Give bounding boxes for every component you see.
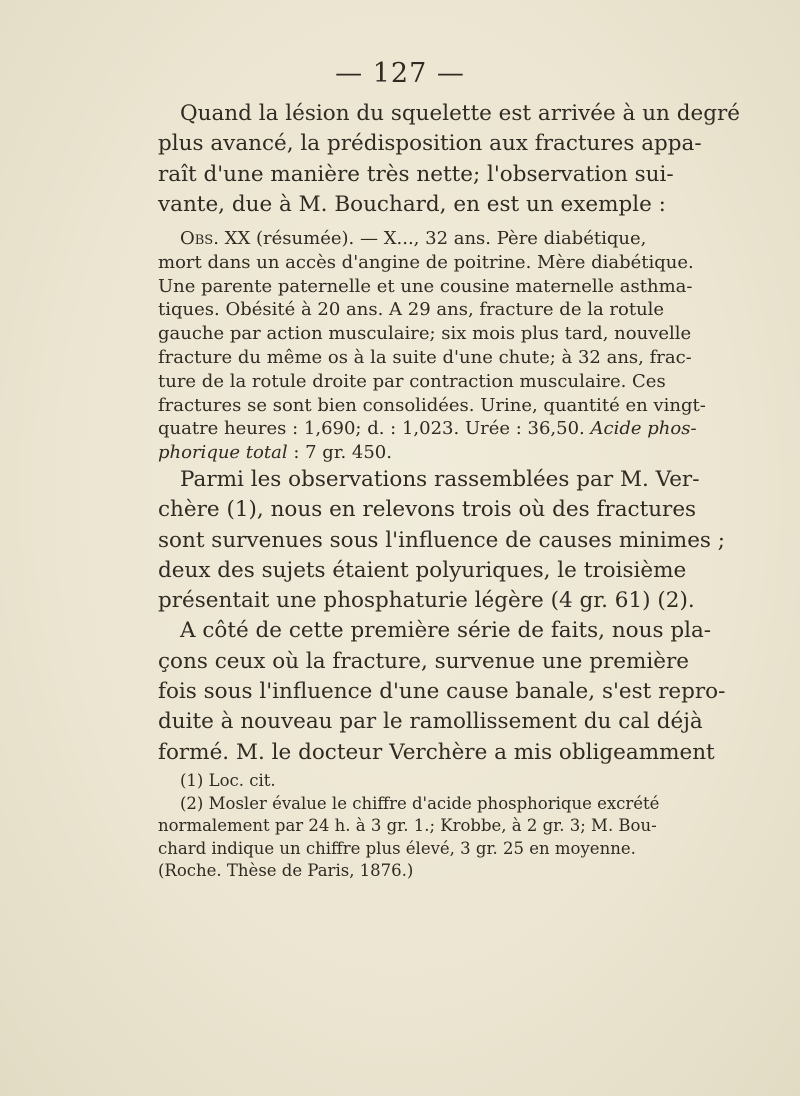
observation-paragraph: [158, 227, 706, 465]
footnote-line: (1) Loc. cit.: [180, 771, 276, 790]
text-line: Quand la lésion du squelette est arrivée à un degré: [180, 101, 740, 126]
text-line: sont survenues sous l'influence de causes minimes ;: [158, 527, 726, 553]
text-line: vante, due à M. Bouchard, en est un exemple :: [158, 191, 666, 217]
intro-paragraph: [158, 99, 740, 220]
text-line: mort dans un accès d'angine de poitrine. Mère diabétique.: [158, 251, 694, 273]
text-line: Une parente paternelle et une cousine maternelle asthma-: [158, 275, 693, 297]
text-line: tiques. Obésité à 20 ans. A 29 ans, fracture de la rotule: [158, 299, 665, 321]
text-line: çons ceux où la fracture, survenue une première: [158, 648, 689, 674]
text-line: Obs. XX (résumée). — X..., 32 ans. Père diabétique,: [180, 228, 647, 249]
text-line: Parmi les observations rassemblées par M. Ver-: [180, 467, 700, 492]
page-number: — 127 —: [335, 58, 465, 89]
text-line: formé. M. le docteur Verchère a mis obligeamment: [158, 739, 715, 765]
footnote-line: normalement par 24 h. à 3 gr. 1.; Krobbe, à 2 gr. 3; M. Bou-: [158, 816, 657, 836]
text-line: fois sous l'influence d'une cause banale, s'est repro-: [158, 679, 726, 705]
body-paragraph: [158, 465, 726, 768]
italic-term: Acide phos-: [590, 418, 697, 440]
text-line: quatre heures : 1,690; d. : 1,023. Urée : 36,50. Acide phos-: [158, 418, 697, 440]
text-line: fractures se sont bien consolidées. Urine, quantité en vingt-: [158, 394, 706, 416]
text-line: duite à nouveau par le ramollissement du cal déjà: [158, 709, 703, 735]
text-line: A côté de cette première série de faits, nous pla-: [180, 618, 712, 644]
text-line: raît d'une manière très nette; l'observation sui-: [158, 161, 674, 187]
observation-label: Obs. XX: [180, 228, 251, 249]
text-line: gauche par action musculaire; six mois plus tard, nouvelle: [158, 323, 692, 345]
footnotes: [158, 770, 660, 883]
text-line: deux des sujets étaient polyuriques, le troisième: [158, 557, 687, 583]
text-line: plus avancé, la prédisposition aux fractures appa-: [158, 131, 702, 157]
text-line: présentait une phosphaturie légère (4 gr. 61) (2).: [158, 588, 695, 614]
footnote-line: chard indique un chiffre plus élevé, 3 gr. 25 en moyenne.: [158, 838, 636, 858]
text-line: phorique total : 7 gr. 450.: [158, 442, 392, 464]
footnote-line: (Roche. Thèse de Paris, 1876.): [158, 861, 414, 881]
text-line: fracture du même os à la suite d'une chute; à 32 ans, frac-: [158, 346, 692, 368]
text-line: ture de la rotule droite par contraction musculaire. Ces: [158, 370, 666, 392]
text-line: chère (1), nous en relevons trois où des fractures: [158, 497, 697, 523]
italic-term: phorique total: [158, 442, 288, 464]
footnote-line: (2) Mosler évalue le chiffre d'acide phosphorique excrété: [180, 793, 660, 813]
